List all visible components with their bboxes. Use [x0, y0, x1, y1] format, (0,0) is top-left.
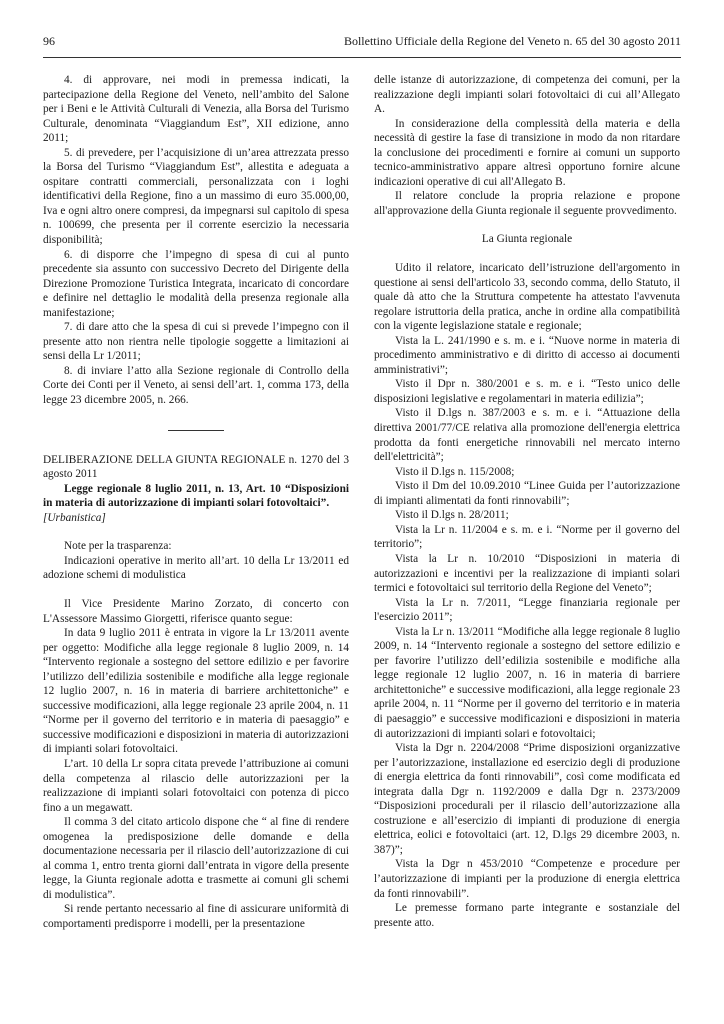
header-rule	[43, 57, 681, 58]
left-column	[43, 73, 349, 932]
body-paragraph: delle istanze di autorizzazione, di competenza dei comuni, per la realizzazione degli impianti solari fotovoltaici di cui all’Allegato A.	[374, 74, 680, 116]
consideration-item: Visto il Dm del 10.09.2010 “Linee Guida per l’autorizzazione di impianti alimentati da fonti rinnovabili”;	[374, 480, 680, 507]
resolution-item: 7. di dare atto che la spesa di cui si prevede l’impegno con il presente atto non rientra nelle tipologie soggette a limitazioni ai sensi della Lr 1/2011;	[43, 321, 349, 363]
body-paragraph: In considerazione della complessità della materia e della necessità di gestire la fase di transizione in modo da non ritardare la conclusione dei procedimenti e fornire ai comuni un supporto tecnico-amministrativo appare altresì opportuno fornire alcune indicazioni operative di cui all'Allegato B.	[374, 117, 680, 188]
body-paragraph: Si rende pertanto necessario al fine di assicurare uniformità di comportamenti predisporre i modelli, per la presentazione	[43, 903, 349, 930]
resolution-item: 8. di inviare l’atto alla Sezione regionale di Controllo della Corte dei Conti per il Veneto, ai sensi dell’art. 1, comma 173, della legge 23 dicembre 2005, n. 266.	[43, 364, 349, 407]
page-number: 96	[43, 34, 55, 48]
transparency-note-text: Indicazioni operative in merito all’art. 10 della Lr 13/2011 ed adozione schemi di modulistica	[43, 554, 349, 582]
body-paragraph: L’art. 10 della Lr sopra citata prevede l’attribuzione ai comuni della competenza al rilascio delle autorizzazioni per la realizzazione di impianti solari fotovoltaici con potenza di picco fino a un megawatt.	[43, 757, 349, 814]
resolution-item: 5. di prevedere, per l’acquisizione di un’area attrezzata presso la Borsa del Turismo “Viaggiandum Est”, allestita e adeguata a ospitare contratti commerciali, personalizzata con i loghi identificativi della Regione, fino a un massimo di euro 35.000,00, Iva e ogni altro onere compresi, da impegnarsi sul capitolo di spesa n. 100699, che presenta per il corrente esercizio la necessaria disponibilità;	[43, 146, 349, 247]
page-header	[43, 33, 681, 49]
consideration-item: Vista la Dgr n. 2204/2008 “Prime disposizioni organizzative per l’autorizzazione, installazione ed esercizio degli di produzione di energia elettrica da fonti rinnovabili”, così come modificata ed integrata dalla Dgr n. 1192/2009 e dalla Dgr n. 2373/2009 “Disposizioni procedurali per il rilascio dell’autorizzazione alla costruzione e all’esercizio di impianti di produzione di energia elettrica, eolici e fotovoltaici (art. 12, D.lgs 29 dicembre 2003, n. 387)”;	[374, 742, 680, 856]
right-column	[374, 73, 680, 930]
body-paragraph: Il relatore conclude la propria relazione e propone all'approvazione della Giunta regionale il seguente provvedimento.	[374, 190, 680, 217]
deliberation-category: [Urbanistica]	[43, 511, 106, 524]
consideration-item: Vista la Lr n. 7/2011, “Legge finanziaria regionale per l'esercizio 2011”;	[374, 596, 680, 624]
consideration-item: Vista la Lr n. 10/2010 “Disposizioni in materia di autorizzazioni e incentivi per la realizzazione di impianti solari termici e fotovoltaici sul territorio della Regione del Veneto”;	[374, 552, 680, 595]
consideration-item: Vista la Lr n. 13/2011 “Modifiche alla legge regionale 8 luglio 2009, n. 14 “Intervento regionale a sostegno del settore edilizio e per favorire l’utilizzo dell’edilizia sostenibile e modifiche alla legge regionale 12 luglio 2007, n. 16 in materia di barriere architettoniche” e successive modificazioni, alla legge regionale 23 aprile 2004, n. 11 “Norme per il governo del territorio e in materia di paesaggio” e successive modificazioni e disposizioni in materia di autorizzazioni di impianti solari e fotovoltaici;	[374, 625, 680, 740]
body-paragraph: Il comma 3 del citato articolo dispone che “ al fine di rendere omogenea la predisposizione delle domande e della documentazione necessaria per il rilascio dell’autorizzazione di cui al comma 1, entro trenta giorni dall’entrata in vigore della presente legge, la Giunta regionale adotta e trasmette ai comuni gli schemi di modulistica”.	[43, 816, 349, 901]
consideration-item: Le premesse formano parte integrante e sostanziale del presente atto.	[374, 902, 680, 929]
resolution-item: 4. di approvare, nei modi in premessa indicati, la partecipazione della Regione del Veneto, nell’ambito del Salone per i Beni e le Attività Culturali di Venezia, alla Borsa del Turismo Culturale, denominata “Viaggiandum Est”, XII edizione, anno 2011;	[43, 74, 349, 145]
consideration-item: Visto il Dpr n. 380/2001 e s. m. e i. “Testo unico delle disposizioni legislative e regolamentari in materia edilizia”;	[374, 378, 680, 405]
consideration-item: Udito il relatore, incaricato dell’istruzione dell'argomento in questione ai sensi dell'articolo 33, secondo comma, dello Statuto, il quale dà atto che la Struttura competente ha attestato l'avvenuta regolare istruttoria della pratica, anche in ordine alla compatibilità con la vigente legislazione statale e regionale;	[374, 262, 680, 333]
deliberation-heading: DELIBERAZIONE DELLA GIUNTA REGIONALE n. 1270 del 3 agosto 2011	[43, 453, 349, 481]
giunta-heading: La Giunta regionale	[481, 233, 573, 246]
deliberation-title: Legge regionale 8 luglio 2011, n. 13, Art. 10 “Disposizioni in materia di autorizzazione di impianti solari fotovoltaici”.	[43, 482, 349, 510]
body-paragraph: Il Vice Presidente Marino Zorzato, di concerto con L'Assessore Massimo Giorgetti, riferisce quanto segue:	[43, 597, 349, 625]
publication-title: Bollettino Ufficiale della Regione del Veneto n. 65 del 30 agosto 2011	[343, 34, 681, 48]
body-paragraph: In data 9 luglio 2011 è entrata in vigore la Lr 13/2011 avente per oggetto: Modifiche alla legge regionale 8 luglio 2009, n. 14 “Intervento regionale a sostegno del settore edilizio e per favorire l’utilizzo dell’edilizia sostenibile e modifiche alla legge regionale 12 luglio 2007, n. 16 in materia di barriere architettoniche” e successive modificazioni, alla legge regionale 23 aprile 2004, n. 11 “Norme per il governo del territorio e in materia di paesaggio” e successive modificazioni e disposizioni in materia di autorizzazioni di impianti solari fotovoltaici.	[43, 627, 349, 756]
consideration-item: Visto il D.lgs n. 28/2011;	[395, 509, 509, 522]
resolution-item: 6. di disporre che l’impegno di spesa di cui al punto precedente sia assunto con successivo Decreto del Dirigente della Direzione Promozione Turistica Integrata, incaricato di concordare e definire nel dettaglio le modalità della presenza regionale alla manifestazione;	[43, 248, 349, 319]
consideration-item: Visto il D.lgs n. 387/2003 e s. m. e i. “Attuazione della direttiva 2001/77/CE relativa alla promozione dell'energia elettrica prodotta da fonti energetiche rinnovabili nel mercato interno dell'elettricità”;	[374, 407, 680, 464]
consideration-item: Vista la Lr n. 11/2004 e s. m. e i. “Norme per il governo del territorio”;	[374, 523, 680, 551]
consideration-item: Vista la Dgr n 453/2010 “Competenze e procedure per l’autorizzazione di impianti per la produzione di energia elettrica da fonti rinnovabili”.	[374, 858, 680, 900]
transparency-note-label: Note per la trasparenza:	[64, 540, 172, 553]
consideration-item: Vista la L. 241/1990 e s. m. e i. “Nuove norme in materia di procedimento amministrativo e di diritto di accesso ai documenti amministrativi”;	[374, 334, 680, 376]
consideration-item: Visto il D.lgs n. 115/2008;	[395, 465, 515, 478]
